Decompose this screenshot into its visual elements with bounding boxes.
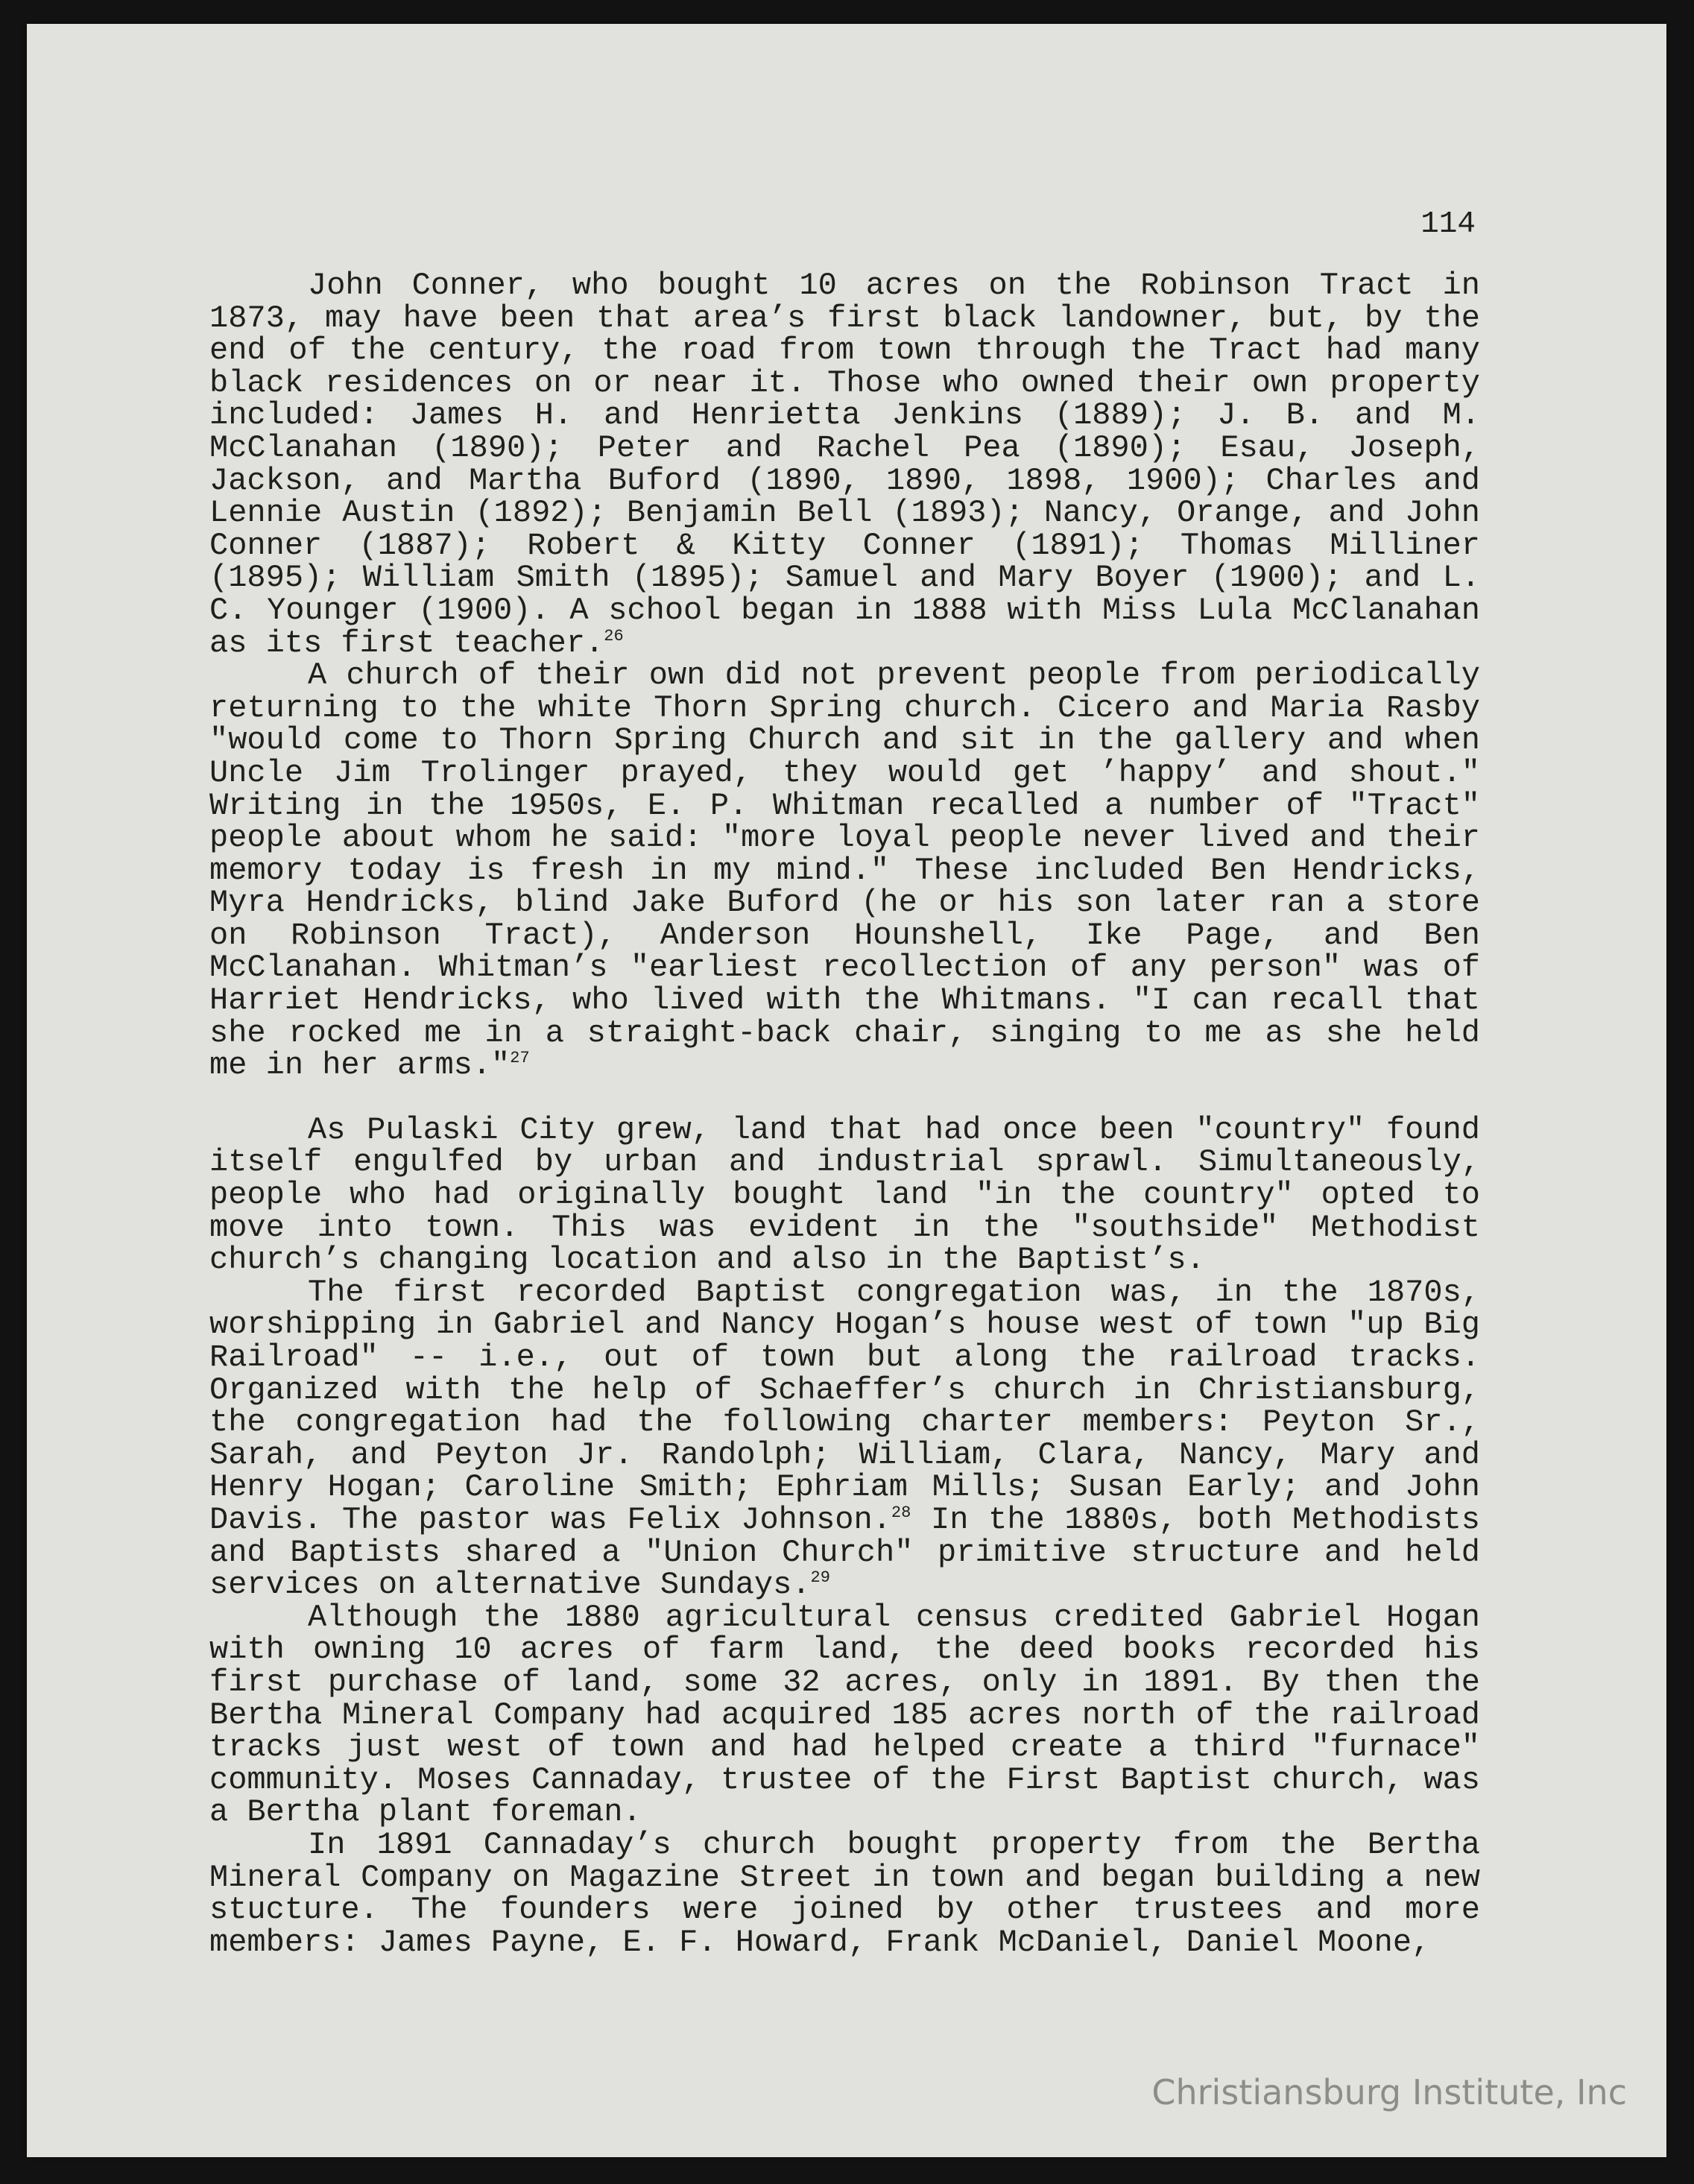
paragraph-text: A church of their own did not prevent people from periodically returning to the white Thorn Spring church. Cicero and Maria Rasby "would come to Thorn Spring Church and sit in the gallery and when Uncle Jim Trolinger prayed, they would get ’happy’ and shout." Writing in the 1950s, E. P. Whitman recalled a number of "Tract" people about whom he said: "more loyal people never lived and their memory today is fresh in my mind." These included Ben Hendricks, Myra Hendricks, blind Jake Buford (he or his son later ran a store on Robinson Tract), Anderson Hounshell, Ike Page, and Ben McClanahan. Whitman’s "earliest recollection of any person" was of Harriet Hendricks, who lived with the Whitmans. "I can recall that she rocked me in a straight-back chair, singing to me as she held me in her arms." (209, 657, 1480, 1084)
watermark: Christiansburg Institute, Inc (1151, 2072, 1627, 2112)
footnote-marker: 28 (891, 1503, 911, 1522)
footnote-marker: 27 (510, 1049, 530, 1068)
footnote-marker: 26 (604, 626, 624, 646)
paragraph-text: In 1891 Cannaday’s church bought property from the Bertha Mineral Company on Magazine Street in town and began building a new stucture. The founders were joined by other trustees and more members: James Payne, E. F. Howard, Frank McDaniel, Daniel Moone, (209, 1826, 1480, 1960)
page-number: 114 (1420, 207, 1476, 242)
paragraph-baptist-congregation (209, 1274, 1480, 1603)
paragraph-text: As Pulaski City grew, land that had once been "country" found itself engulfed by urban and industrial sprawl. Simultaneously, people who had originally bought land "in the country" opted to move into town. This was evident in the "southside" Methodist church’s changing location and also in the Baptist’s. (209, 1111, 1480, 1278)
paragraph-pulaski-city (209, 1111, 1480, 1278)
paragraph-text: Although the 1880 agricultural census credited Gabriel Hogan with owning 10 acres of farm land, the deed books recorded his first purchase of land, some 32 acres, only in 1891. By then the Bertha Mineral Company had acquired 185 acres north of the railroad tracks just west of town and had helped create a third "furnace" community. Moses Cannaday, trustee of the First Baptist church, was a Bertha plant foreman. (209, 1599, 1480, 1831)
paper-sheet (27, 24, 1666, 2157)
paragraph-agricultural-census (209, 1599, 1480, 1831)
paragraph-text: The first recorded Baptist congregation was, in the 1870s, worshipping in Gabriel and Nancy Hogan’s house west of town "up Big Railroad" -- i.e., out of town but along the railroad tracks. Organized with the help of Schaeffer’s church in Christiansburg, the congregation had the following charter members: Peyton Sr., Sarah, and Peyton Jr. Randolph; William, Clara, Nancy, Mary and Henry Hogan; Caroline Smith; Ephriam Mills; Susan Early; and John Davis. The pastor was Felix Johnson. (209, 1274, 1480, 1538)
paragraph-text: John Conner, who bought 10 acres on the Robinson Tract in 1873, may have been that area’s first black landowner, but, by the end of the century, the road from town through the Tract had many black residences on or near it. Those who owned their own property included: James H. and Henrietta Jenkins (1889); J. B. and M. McClanahan (1890); Peter and Rachel Pea (1890); Esau, Joseph, Jackson, and Martha Buford (1890, 1890, 1898, 1900); Charles and Lennie Austin (1892); Benjamin Bell (1893); Nancy, Orange, and John Conner (1887); Robert & Kitty Conner (1891); Thomas Milliner (1895); William Smith (1895); Samuel and Mary Boyer (1900); and L. C. Younger (1900). A school began in 1888 with Miss Lula McClanahan as its first teacher. (209, 268, 1480, 661)
footnote-marker: 29 (810, 1568, 830, 1588)
paragraph-text-continued: In the 1880s, both Methodists and Baptists shared a "Union Church" primitive structure and held services on alternative Sundays. (209, 1501, 1480, 1603)
body-text (209, 270, 1480, 1959)
paragraph-robinson-tract (209, 270, 1480, 660)
paragraph-thorn-spring-church (209, 657, 1480, 1084)
paragraph-magazine-street (209, 1826, 1480, 1960)
